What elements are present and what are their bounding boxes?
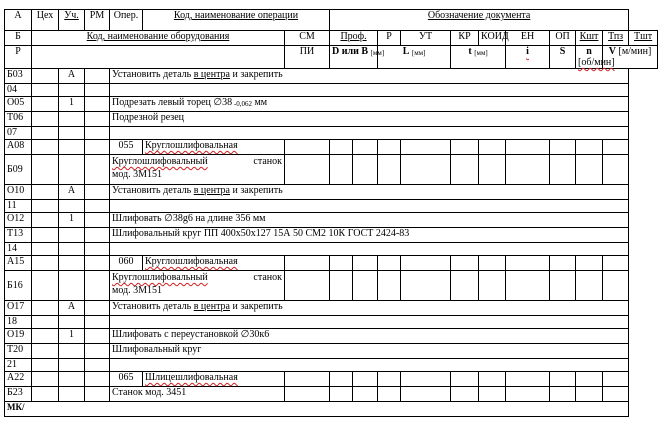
footer-row (5, 402, 658, 417)
row-code: Б09 (5, 155, 32, 185)
row-code: Т20 (5, 344, 32, 359)
table-row (5, 387, 658, 402)
table-row (5, 344, 658, 359)
row-oper-number: 060 (110, 256, 143, 271)
col-header-rm: РМ (85, 10, 110, 31)
row-code: О19 (5, 329, 32, 344)
col-header-r: Р (378, 31, 401, 46)
row-equipment: Станок мод. 3451 (110, 387, 285, 402)
row-code: 21 (5, 359, 32, 372)
col-header-uch: Уч. (59, 10, 85, 31)
col-header-tpz: Тпз (603, 31, 629, 46)
table-row (5, 84, 658, 97)
row-oper-number: 055 (110, 140, 143, 155)
row-text: Установить деталь в центра и закрепить (110, 185, 629, 200)
row-text: Шлифовать с переустановкой ∅30к6 (110, 329, 629, 344)
row-text: Шлифовать ∅38g6 на длине 356 мм (110, 213, 629, 228)
row-code: Т13 (5, 228, 32, 243)
col-header-d: D или B [мм] (330, 46, 378, 69)
row-code: 11 (5, 200, 32, 213)
col-header-t: t [мм] (451, 46, 506, 69)
col-header-l: L [мм] (378, 46, 451, 69)
row-code: Т06 (5, 112, 32, 127)
row-oper-name: Круглошлифовальная (143, 140, 285, 155)
col-header-i: i (506, 46, 550, 69)
row-code: О12 (5, 213, 32, 228)
col-header-ut: УТ (401, 31, 451, 46)
row-text: Установить деталь в центра и закрепить (110, 69, 629, 84)
row-code: Б23 (5, 387, 32, 402)
row-code: Р (5, 46, 32, 69)
table-row (5, 316, 658, 329)
row-code: Б03 (5, 69, 32, 84)
row-code: 18 (5, 316, 32, 329)
row-oper-name: Шлицешлифовальная (143, 372, 285, 387)
table-row (5, 329, 658, 344)
row-code: 04 (5, 84, 32, 97)
row-code: О05 (5, 97, 32, 112)
col-header-tseh: Цех (32, 10, 59, 31)
row-oper-name: Круглошлифовальная (143, 256, 285, 271)
col-header-ksht: Кшт (576, 31, 603, 46)
table-row (5, 155, 658, 185)
row-code: Б16 (5, 271, 32, 301)
row-code: А15 (5, 256, 32, 271)
table-row (5, 256, 658, 271)
table-row (5, 69, 658, 84)
col-header-kod-oborudovaniya: Код, наименование оборудования (32, 31, 285, 46)
table-row (5, 228, 658, 243)
table-row (5, 200, 658, 213)
col-header-tsht: Тшт (629, 31, 658, 46)
header-row-b (5, 31, 658, 46)
col-header-oper: Опер. (110, 10, 143, 31)
table-row (5, 301, 658, 316)
col-header-op: ОП (550, 31, 576, 46)
table-row (5, 112, 658, 127)
row-uch: А (59, 301, 85, 316)
col-header-v: V [м/мин] (603, 46, 658, 69)
row-text: Установить деталь в центра и закрепить (110, 301, 629, 316)
table-row (5, 243, 658, 256)
header-row-a (5, 10, 658, 31)
row-uch: 1 (59, 213, 85, 228)
row-uch: А (59, 69, 85, 84)
col-header-n: n [об/мин] (576, 46, 603, 69)
row-text: Шлифовальный круг ПП 400х50х127 15А 50 СМ2 10К ГОСТ 2424-83 (110, 228, 629, 243)
col-header-koid: КОИД (479, 31, 506, 46)
route-card-table (4, 9, 658, 417)
col-header-oboznachenie-dokumenta: Обозначение документа (330, 10, 629, 31)
row-code: 14 (5, 243, 32, 256)
row-uch: А (59, 185, 85, 200)
row-code: А08 (5, 140, 32, 155)
row-code: А (5, 10, 32, 31)
table-row (5, 127, 658, 140)
header-row-r (5, 46, 658, 69)
row-text: Шлифовальный круг (110, 344, 629, 359)
row-code: О10 (5, 185, 32, 200)
table-row (5, 140, 658, 155)
table-row (5, 213, 658, 228)
row-code: Б (5, 31, 32, 46)
col-header-pi: ПИ (285, 46, 330, 69)
table-row (5, 185, 658, 200)
col-header-prof: Проф. (330, 31, 378, 46)
row-code: О17 (5, 301, 32, 316)
col-header-s: S (550, 46, 576, 69)
table-row (5, 372, 658, 387)
row-code: А22 (5, 372, 32, 387)
row-text: Подрезной резец (110, 112, 629, 127)
table-row (5, 359, 658, 372)
col-header-en: ЕН (506, 31, 550, 46)
row-oper-number: 065 (110, 372, 143, 387)
row-uch: 1 (59, 97, 85, 112)
row-code: 07 (5, 127, 32, 140)
row-text: Подрезать левый торец ∅38 -0,062 мм (110, 97, 629, 112)
table-row (5, 271, 658, 301)
row-equipment: Круглошлифовальный станок мод. 3М151 (110, 155, 285, 185)
col-header-kod-operacii: Код, наименование операции (143, 10, 330, 31)
row-equipment: Круглошлифовальный станок мод. 3М151 (110, 271, 285, 301)
footer-code: МК/ (5, 402, 629, 417)
table-row (5, 97, 658, 112)
row-uch: 1 (59, 329, 85, 344)
col-header-kr: КР (451, 31, 479, 46)
col-header-sm: СМ (285, 31, 330, 46)
